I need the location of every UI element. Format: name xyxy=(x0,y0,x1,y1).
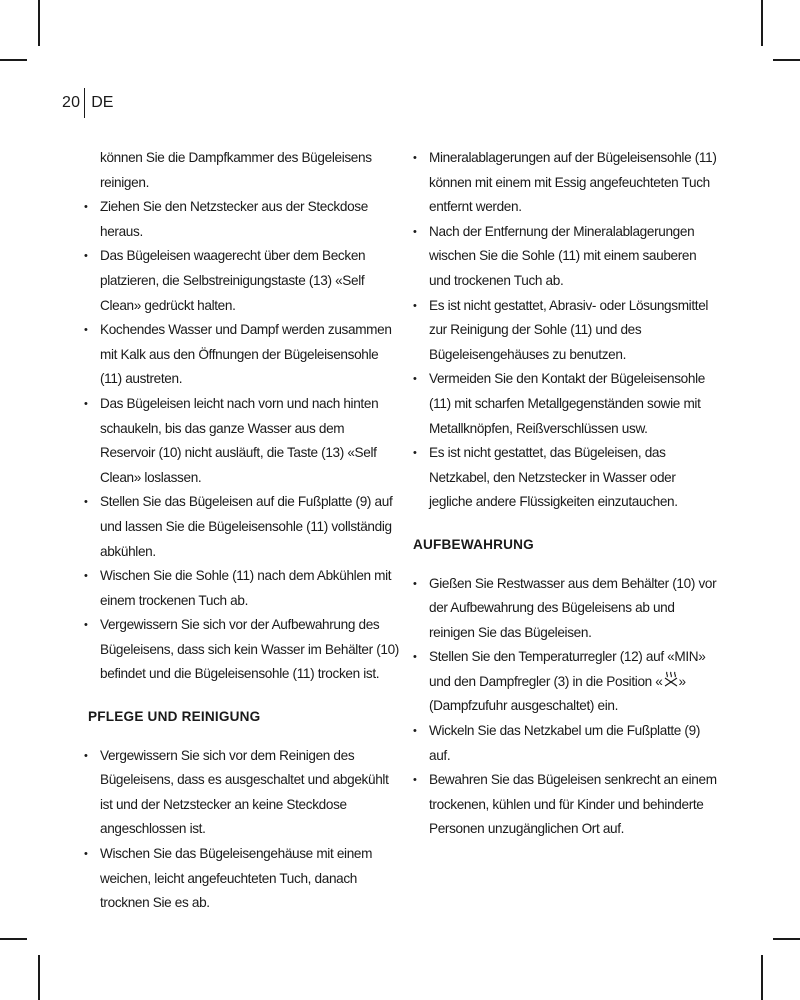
list-item: • Wischen Sie die Sohle (11) nach dem Abkühlen mit einem trockenen Tuch ab. xyxy=(84,564,402,613)
crop-mark xyxy=(0,938,27,940)
list-item: • Wischen Sie das Bügeleisengehäuse mit einem weichen, leicht angefeuchteten Tuch, danach trocknen Sie es ab. xyxy=(84,842,402,916)
crop-mark xyxy=(773,59,800,61)
list-item: • Wickeln Sie das Netzkabel um die Fußplatte (9) auf. xyxy=(413,719,719,768)
list-item: • Mineralablagerungen auf der Bügeleisensohle (11) können mit einem mit Essig angefeuchteten Tuch entfernt werden. xyxy=(413,146,719,220)
list-item: • Vergewissern Sie sich vor dem Reinigen des Bügeleisens, dass es ausgeschaltet und abgekühlt ist und der Netzstecker an keine Steckdose angeschlossen ist. xyxy=(84,744,402,842)
crop-mark xyxy=(773,938,800,940)
crop-mark xyxy=(0,59,27,61)
page-header xyxy=(62,88,113,118)
list-item xyxy=(413,645,719,719)
list-item: • Das Bügeleisen waagerecht über dem Becken platzieren, die Selbstreinigungstaste (13) «Self Clean» gedrückt halten. xyxy=(84,244,402,318)
list-item: • Es ist nicht gestattet, Abrasiv- oder Lösungsmittel zur Reinigung der Sohle (11) und des Bügeleisengehäuses zu benutzen. xyxy=(413,294,719,368)
section-title-storage: AUFBEWAHRUNG xyxy=(413,536,534,552)
crop-mark xyxy=(761,0,763,46)
list-item: • Kochendes Wasser und Dampf werden zusammen mit Kalk aus den Öffnungen der Bügeleisensohle (11) austreten. xyxy=(84,318,402,392)
list-item: • Das Bügeleisen leicht nach vorn und nach hinten schaukeln, bis das ganze Wasser aus dem Reservoir (10) nicht ausläuft, die Taste (13) «Self Clean» loslassen. xyxy=(84,392,402,490)
list-item: • Vergewissern Sie sich vor der Aufbewahrung des Bügeleisens, dass sich kein Wasser im Behälter (10) befindet und die Bügeleisensohle (11) trocken ist. xyxy=(84,613,402,687)
list-item-text: Stellen Sie den Temperaturregler (12) auf «MIN» und den Dampfregler (3) in die Position « xyxy=(429,649,706,689)
list-item: • Vermeiden Sie den Kontakt der Bügeleisensohle (11) mit scharfen Metallgegenständen sowie mit Metallknöpfen, Reißverschlüssen usw. xyxy=(413,367,719,441)
crop-mark xyxy=(38,955,40,1000)
list-item: • Stellen Sie das Bügeleisen auf die Fußplatte (9) auf und lassen Sie die Bügeleisensohle (11) vollständig abkühlen. xyxy=(84,490,402,564)
list-item: • Bewahren Sie das Bügeleisen senkrecht an einem trockenen, kühlen und für Kinder und behinderte Personen unzugänglichen Ort auf. xyxy=(413,768,719,842)
page-number: 20 xyxy=(62,94,81,111)
list-item: • Gießen Sie Restwasser aus dem Behälter (10) vor der Aufbewahrung des Bügeleisens ab und reinigen Sie das Bügeleisen. xyxy=(413,572,719,646)
crop-mark xyxy=(38,0,40,46)
crop-mark xyxy=(761,955,763,1000)
list-item: • Nach der Entfernung der Mineralablagerungen wischen Sie die Sohle (11) mit einem sauberen und trockenen Tuch ab. xyxy=(413,220,719,294)
list-item: • Es ist nicht gestattet, das Bügeleisen, das Netzkabel, den Netzstecker in Wasser oder jegliche andere Flüssigkeiten einzutauchen. xyxy=(413,441,719,515)
intro-text: können Sie die Dampfkammer des Bügeleisens reinigen. xyxy=(100,150,372,190)
left-column xyxy=(84,146,402,916)
section-title-care: PFLEGE UND REINIGUNG xyxy=(88,709,261,725)
list-item-text: » (Dampfzufuhr ausgeschaltet) ein. xyxy=(429,673,686,714)
list-item: • Ziehen Sie den Netzstecker aus der Steckdose heraus. xyxy=(84,195,402,244)
header-divider xyxy=(84,88,85,118)
steam-off-icon xyxy=(663,671,679,687)
right-column xyxy=(413,146,719,842)
language-label: DE xyxy=(91,94,114,111)
